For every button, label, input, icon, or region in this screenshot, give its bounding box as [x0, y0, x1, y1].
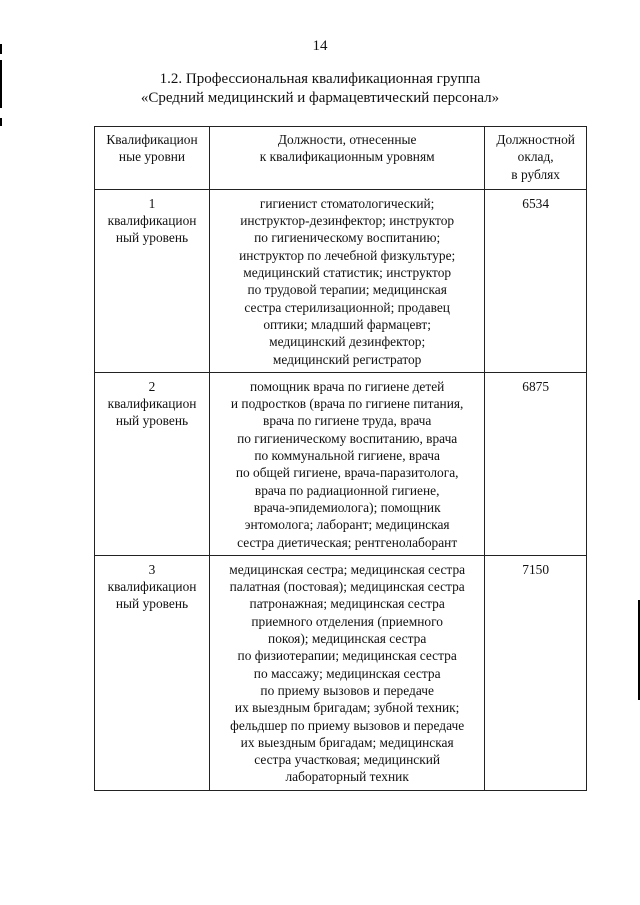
- position-line: врача по радиационной гигиене,: [254, 482, 440, 498]
- salary-cell: [485, 372, 587, 555]
- level-number: 2: [148, 378, 156, 394]
- salary-value: 7150: [522, 561, 550, 577]
- position-line: по трудовой терапии; медицинская: [247, 282, 447, 298]
- qualification-table: [94, 126, 587, 791]
- position-line: гигиенист стоматологический;: [259, 195, 435, 211]
- level-cell: [95, 555, 210, 790]
- position-line: оптики; младший фармацевт;: [263, 316, 431, 332]
- position-line: покоя); медицинская сестра: [268, 631, 427, 647]
- position-line: инструктор по лечебной физкультуре;: [239, 247, 456, 263]
- position-line: по гигиеническому воспитанию;: [254, 230, 441, 246]
- position-line: их выездным бригадам; медицинская: [240, 734, 454, 750]
- position-line: медицинский дезинфектор;: [269, 334, 426, 350]
- position-line: патронажная; медицинская сестра: [249, 596, 445, 612]
- position-line: лабораторный техник: [285, 769, 409, 785]
- scan-edge-mark: [0, 118, 2, 126]
- position-line: по гигиеническому воспитанию, врача: [237, 430, 458, 446]
- header-text: к квалификационным уровням: [259, 149, 435, 165]
- position-line: сестра диетическая; рентгенолаборант: [237, 534, 458, 550]
- heading-line: «Средний медицинский и фармацевтический персонал»: [140, 90, 500, 106]
- level-text: ный уровень: [115, 596, 189, 612]
- positions-cell: [210, 372, 485, 555]
- position-line: их выездным бригадам; зубной техник;: [234, 700, 460, 716]
- salary-cell: [485, 189, 587, 372]
- positions-cell: [210, 555, 485, 790]
- position-line: фельдшер по приему вызовов и передаче: [230, 717, 465, 733]
- position-line: сестра стерилизационной; продавец: [244, 299, 450, 315]
- header-level: [95, 127, 210, 190]
- position-line: по массажу; медицинская сестра: [253, 665, 441, 681]
- position-line: приемного отделения (приемного: [251, 613, 443, 629]
- section-heading: [0, 70, 640, 108]
- header-text: Должностной: [496, 132, 575, 147]
- positions-cell: [210, 189, 485, 372]
- header-text: в рублях: [511, 166, 561, 182]
- salary-cell: [485, 555, 587, 790]
- level-cell: [95, 372, 210, 555]
- page-number: 14: [312, 38, 328, 54]
- level-number: 3: [148, 561, 156, 577]
- level-cell: [95, 189, 210, 372]
- position-line: врача-эпидемиолога); помощник: [253, 499, 441, 515]
- salary-value: 6875: [522, 378, 550, 394]
- level-text: квалификацион: [107, 579, 197, 595]
- position-line: врача по гигиене труда, врача: [263, 413, 432, 429]
- header-text: Квалификацион: [106, 132, 198, 147]
- level-text: квалификацион: [107, 396, 197, 412]
- header-text: оклад,: [517, 149, 554, 165]
- header-positions: [210, 127, 485, 190]
- position-line: и подростков (врача по гигиене питания,: [230, 396, 464, 412]
- header-text: ные уровни: [118, 149, 186, 165]
- position-line: по приему вызовов и передаче: [260, 682, 434, 698]
- position-line: помощник врача по гигиене детей: [249, 378, 445, 394]
- table-row: [95, 189, 587, 372]
- heading-line: 1.2. Профессиональная квалификационная группа: [159, 71, 481, 87]
- level-text: квалификацион: [107, 213, 197, 229]
- level-text: ный уровень: [115, 230, 189, 246]
- position-line: палатная (постовая); медицинская сестра: [229, 579, 465, 595]
- header-salary: [485, 127, 587, 190]
- level-text: ный уровень: [115, 413, 189, 429]
- position-line: медицинская сестра; медицинская сестра: [229, 561, 466, 577]
- position-line: энтомолога; лаборант; медицинская: [244, 517, 450, 533]
- table-header-row: [95, 127, 587, 190]
- position-line: медицинский статистик; инструктор: [243, 265, 452, 281]
- position-line: сестра участковая; медицинский: [254, 752, 441, 768]
- position-line: по коммунальной гигиене, врача: [254, 448, 440, 464]
- table-row: [95, 372, 587, 555]
- position-line: по физиотерапии; медицинская сестра: [237, 648, 457, 664]
- position-line: по общей гигиене, врача-паразитолога,: [235, 465, 459, 481]
- level-number: 1: [148, 195, 156, 211]
- position-line: медицинский регистратор: [272, 351, 422, 367]
- salary-value: 6534: [522, 195, 550, 211]
- position-line: инструктор-дезинфектор; инструктор: [240, 213, 455, 229]
- table-row: [95, 555, 587, 790]
- header-text: Должности, отнесенные: [277, 132, 417, 147]
